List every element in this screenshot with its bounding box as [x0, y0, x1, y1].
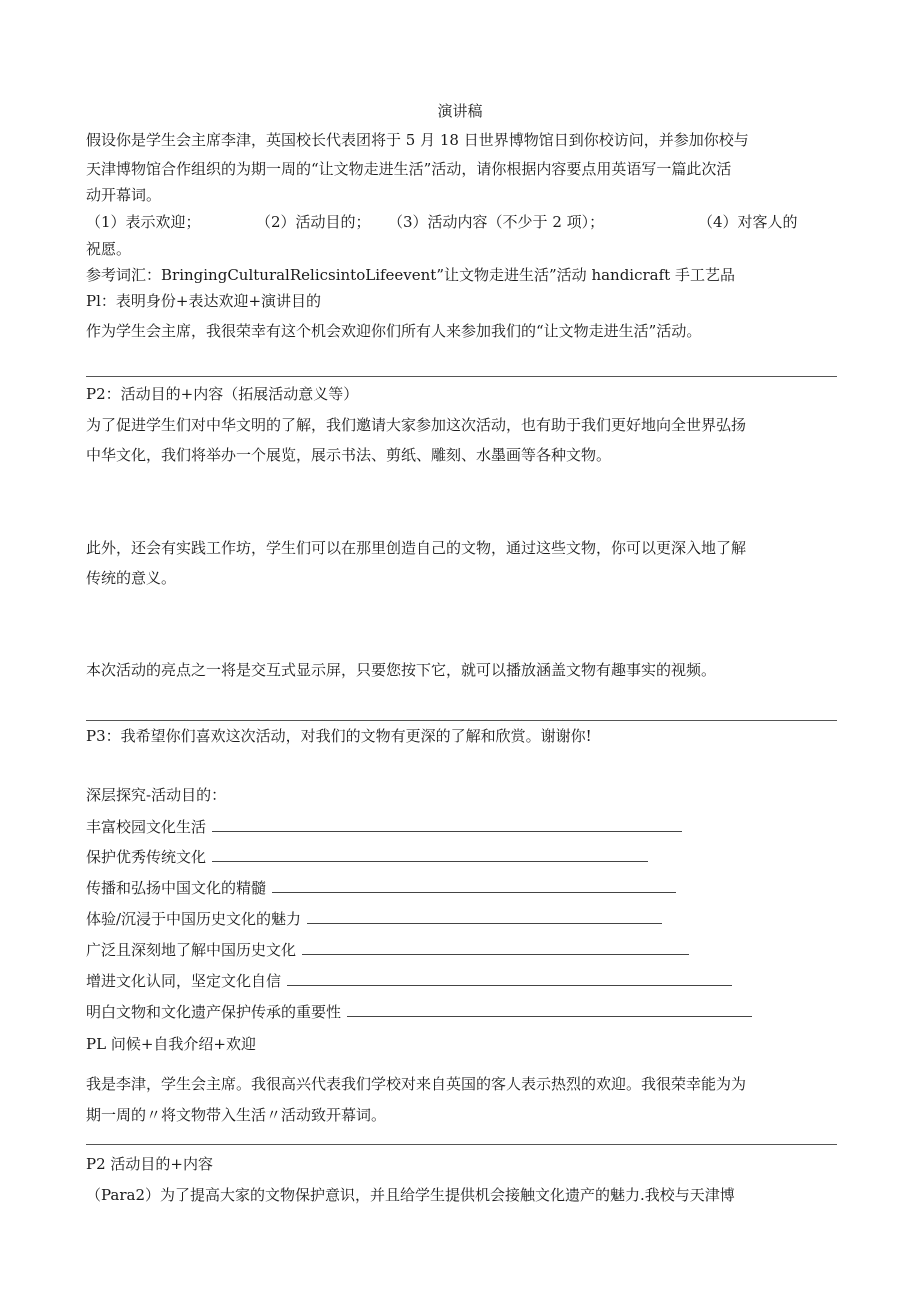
model-p1-heading: PL 问候+自我介绍+欢迎	[86, 1035, 256, 1053]
answer-blank[interactable]	[212, 817, 682, 832]
point-4: （4）对客人的	[698, 213, 798, 231]
prompt-line: 动开幕词。	[86, 186, 162, 204]
p2-text: 本次活动的亮点之一将是交互式显示屏，只要您按下它，就可以播放涵盖文物有趣事实的视频。	[86, 661, 717, 679]
model-p1-text: 期一周的〃将文物带入生活〃活动致开幕词。	[86, 1106, 387, 1124]
prompt-points	[86, 213, 816, 231]
p2-text: 为了促进学生们对中华文明的了解，我们邀请大家参加这次活动，也有助于我们更好地向全世界弘扬	[86, 416, 747, 434]
p3-text: P3：我希望你们喜欢这次活动，对我们的文物有更深的了解和欣赏。谢谢你!	[86, 727, 592, 745]
point-2: （2）活动目的；	[256, 213, 371, 231]
answer-blank[interactable]	[272, 878, 676, 893]
divider	[86, 1144, 837, 1145]
explore-item: 保护优秀传统文化	[86, 847, 648, 866]
answer-blank[interactable]	[307, 909, 662, 924]
p2-text: 传统的意义。	[86, 569, 177, 587]
model-p2-heading: P2 活动目的+内容	[86, 1155, 213, 1173]
vocab-line: 参考词汇：BringingCulturalRelicsintoLifeevent”让文物走进生活”活动 handicraft 手工艺品	[86, 266, 735, 284]
explore-heading: 深层探究-活动目的：	[86, 786, 227, 804]
explore-item: 明白文物和文化遗产保护传承的重要性	[86, 1002, 752, 1021]
prompt-line: 天津博物馆合作组织的为期一周的“让文物走进生活”活动，请你根据内容要点用英语写一篇此次活	[86, 160, 732, 178]
explore-item: 传播和弘扬中国文化的精髓	[86, 878, 676, 897]
answer-blank[interactable]	[212, 847, 648, 862]
explore-item: 广泛且深刻地了解中国历史文化	[86, 940, 689, 959]
model-p1-text: 我是李津，学生会主席。我很高兴代表我们学校对来自英国的客人表示热烈的欢迎。我很荣幸能为为	[86, 1075, 747, 1093]
divider	[86, 720, 837, 721]
prompt-line: 假设你是学生会主席李津，英国校长代表团将于 5 月 18 日世界博物馆日到你校访问，并参加你校与	[86, 131, 749, 149]
explore-item: 体验/沉浸于中国历史文化的魅力	[86, 909, 662, 928]
explore-item: 增进文化认同，坚定文化自信	[86, 971, 732, 990]
answer-blank[interactable]	[302, 940, 689, 955]
divider	[86, 376, 837, 377]
model-p2-text: （Para2）为了提高大家的文物保护意识，并且给学生提供机会接触文化遗产的魅力.我校与天津博	[86, 1186, 735, 1204]
explore-item: 丰富校园文化生活	[86, 817, 682, 836]
answer-blank[interactable]	[287, 971, 732, 986]
p2-text: 中华文化，我们将举办一个展览，展示书法、剪纸、雕刻、水墨画等各种文物。	[86, 446, 612, 464]
point-1: （1）表示欢迎；	[86, 213, 201, 231]
p2-heading: P2：活动目的+内容（拓展活动意义等）	[86, 385, 359, 403]
answer-blank[interactable]	[347, 1002, 752, 1017]
p1-heading: Pl：表明身份+表达欢迎+演讲目的	[86, 292, 322, 310]
point-3: （3）活动内容（不少于 2 项）；	[388, 213, 605, 231]
p1-text: 作为学生会主席，我很荣幸有这个机会欢迎你们所有人来参加我们的“让文物走进生活”活动。	[86, 322, 702, 340]
page-title: 演讲稿	[437, 102, 483, 120]
prompt-line: 祝愿。	[86, 240, 132, 258]
p2-text: 此外，还会有实践工作坊，学生们可以在那里创造自己的文物，通过这些文物，你可以更深入地了解	[86, 539, 747, 557]
